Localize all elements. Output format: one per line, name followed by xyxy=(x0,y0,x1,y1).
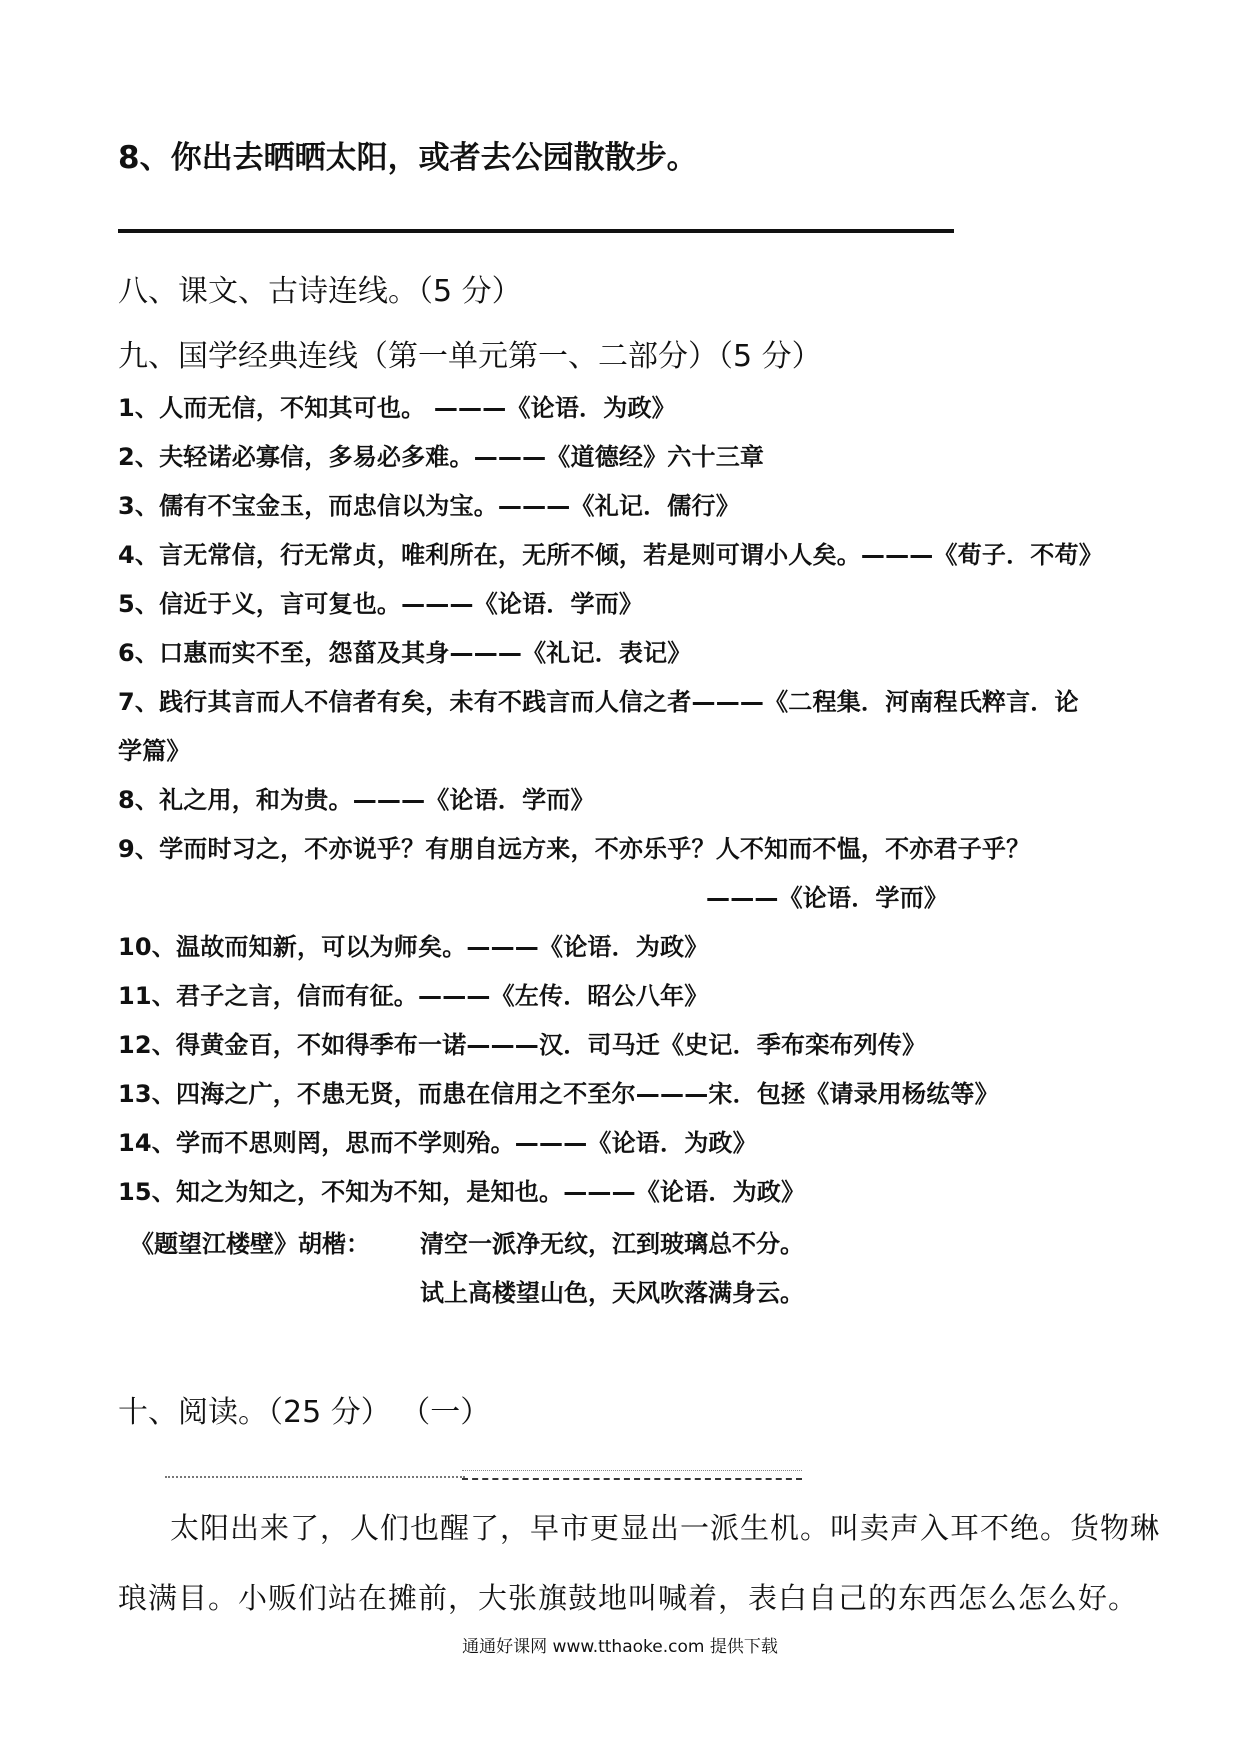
list-item-source: ———《论语．学而》 xyxy=(706,884,948,912)
list-item: 9、学而时习之，不亦说乎？有朋自远方来，不亦乐乎？人不知而不愠，不亦君子乎？ xyxy=(118,835,1031,863)
list-item-continuation: 学篇》 xyxy=(118,737,191,765)
dotted-separator xyxy=(462,1470,802,1471)
dashed-separator xyxy=(462,1478,802,1480)
reading-paragraph-line-2: 琅满目。小贩们站在摊前，大张旗鼓地叫喊着，表白自己的东西怎么怎么好。 xyxy=(118,1581,1139,1615)
section-9-heading: 九、国学经典连线（第一单元第一、二部分）（5 分） xyxy=(118,339,822,374)
dotted-separator xyxy=(165,1476,465,1478)
list-item: 1、人而无信，不知其可也。 ———《论语．为政》 xyxy=(118,394,676,422)
reading-paragraph-line-1: 太阳出来了，人们也醒了，早市更显出一派生机。叫卖声入耳不绝。货物琳 xyxy=(170,1511,1161,1545)
list-item: 2、夫轻诺必寡信，多易必多难。———《道德经》六十三章 xyxy=(118,443,765,471)
list-item: 3、儒有不宝金玉，而忠信以为宝。———《礼记．儒行》 xyxy=(118,492,740,520)
list-item: 11、君子之言，信而有征。———《左传．昭公八年》 xyxy=(118,982,709,1010)
list-item: 13、四海之广，不患无贤，而患在信用之不至尔———宋．包拯《请录用杨纮等》 xyxy=(118,1080,999,1108)
poem-line-1: 清空一派净无纹，江到玻璃总不分。 xyxy=(420,1230,804,1258)
list-item: 8、礼之用，和为贵。———《论语．学而》 xyxy=(118,786,595,814)
list-item: 5、信近于义，言可复也。———《论语．学而》 xyxy=(118,590,644,618)
answer-line xyxy=(118,229,954,233)
section-10-heading: 十、阅读。（25 分） （一） xyxy=(118,1395,491,1430)
list-item: 4、言无常信，行无常贞，唯利所在，无所不倾，若是则可谓小人矣。———《荀子．不苟》 xyxy=(118,541,1103,569)
page-footer: 通通好课网 www.tthaoke.com 提供下载 xyxy=(462,1637,778,1657)
list-item: 15、知之为知之，不知为不知，是知也。———《论语．为政》 xyxy=(118,1178,806,1206)
list-item: 14、学而不思则罔，思而不学则殆。———《论语．为政》 xyxy=(118,1129,757,1157)
poem-line-2: 试上高楼望山色，天风吹落满身云。 xyxy=(420,1279,804,1307)
list-item: 7、践行其言而人不信者有矣，未有不践言而人信之者———《二程集．河南程氏粹言．论 xyxy=(118,688,1079,716)
list-item: 12、得黄金百，不如得季布一诺———汉．司马迁《史记．季布栾布列传》 xyxy=(118,1031,927,1059)
list-item: 10、温故而知新，可以为师矣。———《论语．为政》 xyxy=(118,933,709,961)
question-8: 8、你出去晒晒太阳，或者去公园散散步。 xyxy=(118,140,698,176)
list-item: 6、口惠而实不至，怨菑及其身———《礼记．表记》 xyxy=(118,639,692,667)
poem-title: 《题望江楼壁》胡楷： xyxy=(130,1230,370,1258)
section-8-heading: 八、课文、古诗连线。（5 分） xyxy=(118,274,522,309)
